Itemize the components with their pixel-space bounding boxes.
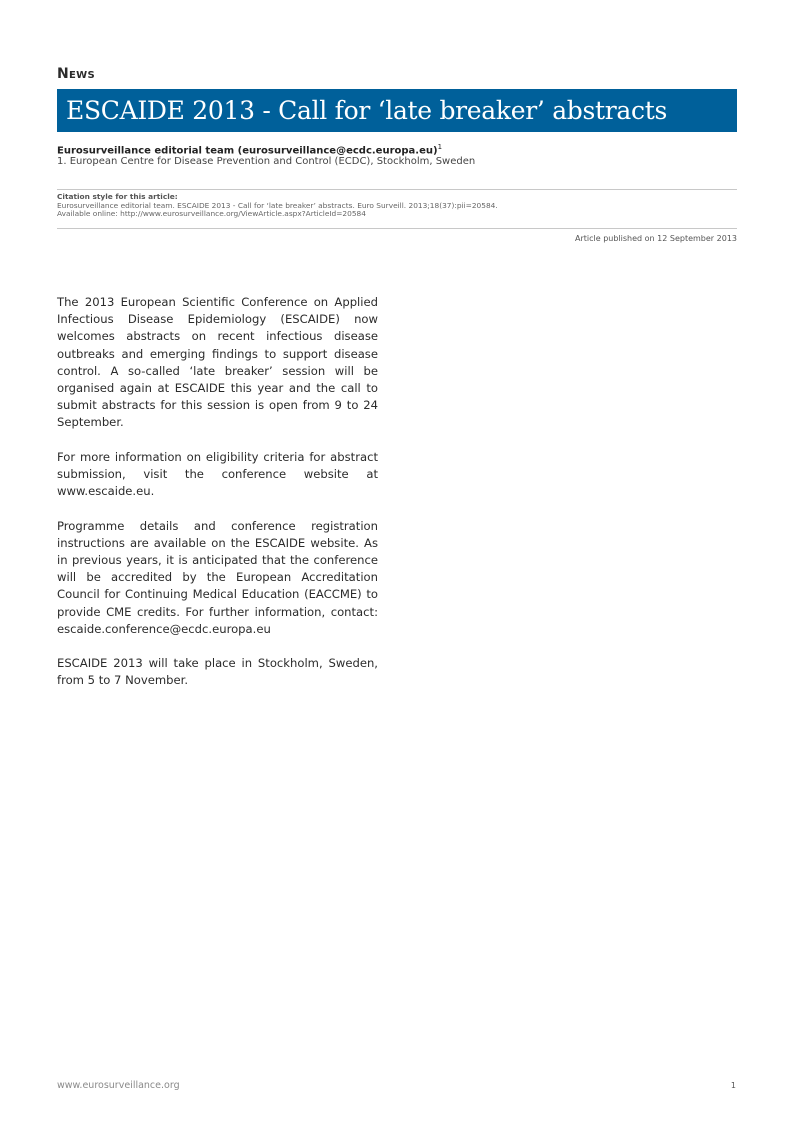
publication-date: Article published on 12 September 2013 bbox=[574, 234, 737, 243]
citation-block bbox=[57, 193, 737, 219]
article-body bbox=[57, 294, 378, 707]
author-affiliation-marker: 1 bbox=[437, 143, 443, 151]
author-text: Eurosurveillance editorial team (eurosurveillance@ecdc.europa.eu) bbox=[57, 145, 438, 157]
page-number: 1 bbox=[730, 1081, 736, 1090]
footer-url[interactable]: www.eurosurveillance.org bbox=[57, 1080, 180, 1091]
body-paragraph: For more information on eligibility criteria for abstract submission, visit the conference website at www.escaide.eu. bbox=[57, 449, 378, 499]
author-line bbox=[57, 143, 442, 156]
affiliation: 1. European Centre for Disease Prevention and Control (ECDC), Stockholm, Sweden bbox=[57, 156, 476, 167]
title-banner bbox=[57, 89, 737, 132]
body-paragraph: Programme details and conference registration instructions are available on the ESCAIDE website. As in previous years, it is anticipated that the conference will be accredited by the European Accreditation Council for Continuing Medical Education (EACCME) to provide CME credits. For further information, contact: escaide.conference@ecdc.europa.eu bbox=[57, 518, 378, 636]
citation-online-link[interactable]: Available online: http://www.eurosurveillance.org/ViewArticle.aspx?ArticleId=20584 bbox=[57, 209, 366, 219]
body-paragraph: ESCAIDE 2013 will take place in Stockholm, Sweden, from 5 to 7 November. bbox=[57, 656, 378, 688]
body-paragraph: The 2013 European Scientific Conference on Applied Infectious Disease Epidemiology (ESCAIDE) now welcomes abstracts on recent infectious disease outbreaks and emerging findings to support disease control. A so-called ‘late breaker’ session will be organised again at ESCAIDE this year and the call to submit abstracts for this session is open from 9 to 24 September. bbox=[57, 295, 378, 430]
divider-top bbox=[57, 189, 737, 190]
divider-bottom bbox=[57, 228, 737, 229]
article-title: ESCAIDE 2013 - Call for ‘late breaker’ abstracts bbox=[66, 96, 668, 125]
citation-text: Eurosurveillance editorial team. ESCAIDE 2013 - Call for ‘late breaker’ abstracts. Euro Surveill. 2013;18(37):pii=20584. bbox=[57, 200, 498, 210]
citation-label: Citation style for this article: bbox=[57, 192, 178, 201]
section-label: News bbox=[57, 66, 95, 82]
